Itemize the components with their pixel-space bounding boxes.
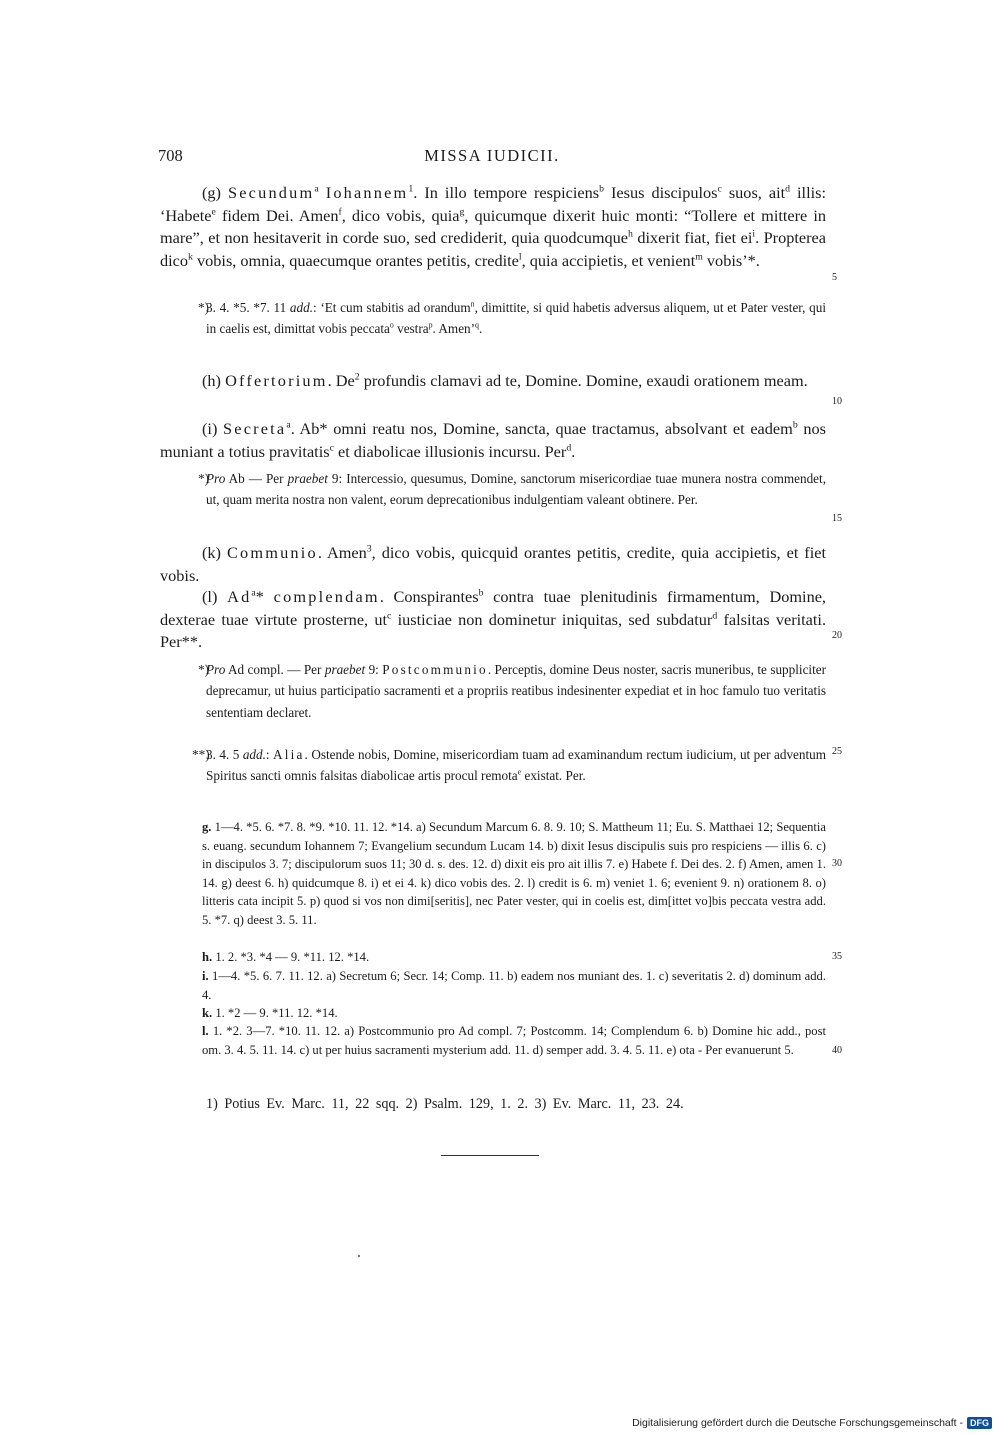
footer-text: Digitalisierung gefördert durch die Deutsche Forschungsgemeinschaft - — [632, 1417, 963, 1429]
apparatus-l-label: l. — [202, 1024, 209, 1038]
apparatus-h-label: h. — [202, 950, 213, 964]
page-header — [158, 146, 826, 170]
apparatus-l — [202, 1022, 826, 1059]
section-g-gospel: (g) Secundum$^a$ Iohannem$^1$. In illo tempore respiciens$^b$ Iesus discipulos$^c$ suos, ait$^d$ illis: ‘Habete$^e$ fidem Dei. Amen$^f$, dico vobis, quia$^g$, quicumque dixerit huic monti: “Tollere et mittere in mare”, et non hesitaverit in corde suo, sed crediderit, quia quodcumque$^h$ dixerit fiat, fiet $ei^i$. Propterea dico$^k$ vobis, omnia, quaecumque orantes petitis, credite$^l$, quia accipietis, et venient$^m$ vobis’*. — [160, 183, 827, 270]
section-k-communio: (k) Communio. Amen$^3$, dico vobis, quicquid orantes petitis, credite, quia accipietis, et fiet vobis. — [160, 543, 826, 585]
note-g-addition: *) 3. 4. *5. *7. 11 add.: ‘Et cum stabitis ad orandum$^n$, dimittite, si quid habetis adversus aliquem, ut et Pater vester, qui in caelis est, dimittat vobis peccata$^o$ vestra$^p$. Amen’$^q$. — [198, 299, 826, 337]
line-number: 30 — [832, 858, 842, 869]
apparatus-g — [202, 818, 826, 930]
line-number: 15 — [832, 513, 842, 524]
line-number: 10 — [832, 396, 842, 407]
note-i-substitution: *) Pro Ab — Per praebet 9: Intercessio, quesumus, Domine, sanctorum misericordiae tuae munera nostra commendet, ut, quam merita nostra non valent, eorum deprecationibus indulgentiam valeant obtinere. Per. — [198, 471, 826, 508]
note-l-substitution: *) Pro Ad compl. — Per praebet 9: Postcommunio. Perceptis, domine Deus noster, sacris muneribus, te suppliciter deprecamur, ut huius participatio sacramenti et a propriis reatibus indesinenter expediat et in hoc famulo tuo veritatis sententiam declaret. — [198, 662, 826, 720]
dfg-logo-icon: DFG — [967, 1417, 992, 1429]
apparatus-i-label: i. — [202, 969, 209, 983]
page-number: 708 — [158, 146, 183, 165]
line-number: 25 — [832, 746, 842, 757]
apparatus-i — [202, 967, 826, 1004]
end-rule — [441, 1155, 539, 1156]
digitization-footer — [632, 1417, 992, 1429]
line-number: 35 — [832, 951, 842, 962]
running-title: MISSA IUDICII. — [424, 146, 560, 165]
apparatus-i-text: 1—4. *5. 6. 7. 11. 12. a) Secretum 6; Secr. 14; Comp. 11. b) eadem nos muniant des. 1. c) severitatis 2. d) dominum add. 4. — [202, 969, 826, 1002]
line-number: 40 — [832, 1045, 842, 1056]
apparatus-k-text: 1. *2 — 9. *11. 12. *14. — [215, 1006, 338, 1020]
apparatus-g-label: g. — [202, 820, 212, 834]
apparatus-l-text: 1. *2. 3—7. *10. 11. 12. a) Postcommunio pro Ad compl. 7; Postcomm. 14; Complendum 6. b) Domine hic add., post om. 3. 4. 5. 11. 14. c) ut per huius sacramenti mysterium add. 11. d) semper add. 3. 4. 5. 11. e) ota - Per evanuerunt 5. — [202, 1024, 826, 1057]
apparatus-g-text: 1—4. *5. 6. *7. 8. *9. *10. 11. 12. *14. a) Secundum Marcum 6. 8. 9. 10; S. Mattheum 11; Eu. S. Matthaei 12; Sequentia s. euang. secundum Iohannem 7; Evangelium secundum Lucam 14. b) dixit Iesus discipulis suis pro respiciens — illis 6. c) in discipulos 3. 7; discipulorum suos 11; 30 d. s. des. 12. d) dixit eis pro ait illis 7. e) Habete f. Dei des. 2. f) Amen, amen 1. 14. g) deest 6. h) quidcumque 8. i) et ei 4. k) dico vobis des. 2. l) credit is 6. m) veniet 1. 6; evenient 9. n) orationem 8. o) litteris cata incipit 5. p) quod si vos non dimi[seritis], nec Pater vester, qui in coelis est, dim[ittet vo]bis peccata vestra add. 5. *7. q) deest 3. 5. 11. — [202, 820, 826, 927]
section-l-ad-complendam: (l) Ad$^a$* complendam. Conspirantes$^b$ contra tuae plenitudinis firmamentum, Domine, dexterae tuae virtute prosterne, $ut^c$ iusticiae non dominetur iniquitas, sed subdatur$^d$ falsitas veritati. Per**. — [160, 587, 827, 651]
section-h-offertorium: (h) Offertorium. De$^2$ profundis clamavi ad te, Domine. Domine, exaudi orationem meam. — [202, 371, 808, 390]
apparatus-k-label: k. — [202, 1006, 213, 1020]
apparatus-h — [202, 948, 826, 967]
note-l-alia: **) 3. 4. 5 add.: Alia. Ostende nobis, Domine, misericordiam tuam ad examinandum rectum iudicium, ut per adventum Spiritus sancti omnis falsitas diabolicae artis procul remota$^e$ existat. Per. — [192, 747, 826, 784]
section-i-secreta: (i) Secreta$^a$. Ab* omni reatu nos, Domine, sancta, quae tractamus, absolvant et eadem$^b$ nos muniant a totius pravitatis$^c$ et diabolicae illusionis incursu. Per$^d$. — [160, 419, 826, 461]
apparatus-k — [202, 1004, 826, 1023]
speck — [358, 1255, 360, 1257]
apparatus-h-text: 1. 2. *3. *4 — 9. *11. 12. *14. — [215, 950, 370, 964]
line-number: 5 — [832, 272, 837, 283]
line-number: 20 — [832, 630, 842, 641]
source-references: 1) Potius Ev. Marc. 11, 22 sqq. 2) Psalm. 129, 1. 2. 3) Ev. Marc. 11, 23. 24. — [206, 1096, 684, 1112]
